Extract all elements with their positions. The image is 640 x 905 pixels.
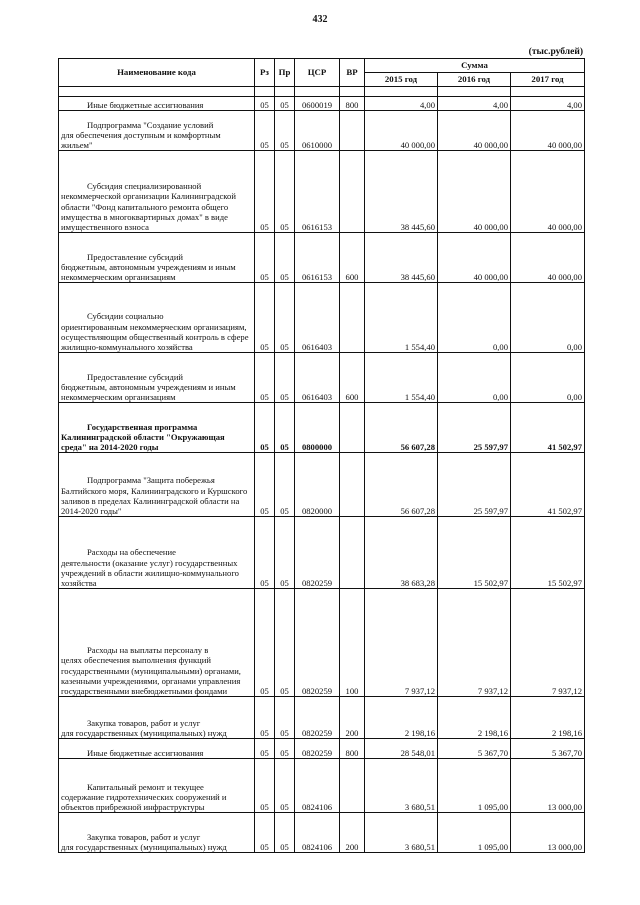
row-rz: 05	[255, 759, 275, 813]
table-row	[59, 111, 585, 151]
row-2016: 40 000,00	[438, 151, 511, 233]
row-pr: 05	[275, 589, 295, 697]
row-2016: 40 000,00	[438, 111, 511, 151]
row-2015: 7 937,12	[365, 589, 438, 697]
row-name: Закупка товаров, работ и услуг для государственных (муниципальных) нужд	[59, 813, 255, 853]
row-pr: 05	[275, 151, 295, 233]
table-row	[59, 97, 585, 111]
row-2017: 40 000,00	[511, 111, 585, 151]
row-2015: 3 680,51	[365, 759, 438, 813]
table-row	[59, 151, 585, 233]
row-rz: 05	[255, 97, 275, 111]
row-rz: 05	[255, 517, 275, 589]
row-csr: 0600019	[295, 97, 340, 111]
row-2017: 5 367,70	[511, 739, 585, 759]
header-rz: Рз	[255, 59, 275, 87]
row-2015: 38 683,28	[365, 517, 438, 589]
row-pr: 05	[275, 97, 295, 111]
row-name: Подпрограмма "Защита побережья Балтийского моря, Калининградского и Куршского заливов в пределах Калининградской области на 2014-2020 годы"	[59, 453, 255, 517]
row-name: Подпрограмма "Создание условий для обеспечения доступным и комфортным жильем"	[59, 111, 255, 151]
units-label: (тыс.рублей)	[528, 47, 583, 57]
row-2015: 4,00	[365, 97, 438, 111]
row-pr: 05	[275, 453, 295, 517]
header-2015: 2015 год	[365, 73, 438, 87]
table-row	[59, 517, 585, 589]
row-2015: 40 000,00	[365, 111, 438, 151]
row-rz: 05	[255, 353, 275, 403]
row-pr: 05	[275, 697, 295, 739]
table-header	[59, 59, 585, 97]
row-2017: 4,00	[511, 97, 585, 111]
row-2015: 1 554,40	[365, 283, 438, 353]
row-rz: 05	[255, 283, 275, 353]
row-vr	[340, 111, 365, 151]
header-2017: 2017 год	[511, 73, 585, 87]
row-2017: 7 937,12	[511, 589, 585, 697]
row-vr	[340, 151, 365, 233]
table-body	[59, 97, 585, 853]
row-2015: 2 198,16	[365, 697, 438, 739]
header-name: Наименование кода	[59, 59, 255, 87]
page-number: 432	[312, 14, 328, 25]
row-csr: 0820259	[295, 739, 340, 759]
header-sum: Сумма	[365, 59, 585, 73]
row-2017: 0,00	[511, 283, 585, 353]
row-name: Закупка товаров, работ и услуг для государственных (муниципальных) нужд	[59, 697, 255, 739]
row-csr: 0616153	[295, 151, 340, 233]
row-vr: 600	[340, 233, 365, 283]
row-csr: 0616153	[295, 233, 340, 283]
row-2016: 4,00	[438, 97, 511, 111]
row-pr: 05	[275, 759, 295, 813]
row-vr: 600	[340, 353, 365, 403]
row-csr: 0820259	[295, 697, 340, 739]
row-name: Расходы на выплаты персоналу в целях обеспечения выполнения функций государственными (муниципальными) органами, казенными учреждениями, органами управления государственными внебюджетными фондами	[59, 589, 255, 697]
row-rz: 05	[255, 739, 275, 759]
row-name: Государственная программа Калининградской области "Окружающая среда" на 2014-2020 годы	[59, 403, 255, 453]
row-rz: 05	[255, 697, 275, 739]
row-rz: 05	[255, 403, 275, 453]
table-row	[59, 353, 585, 403]
table-row	[59, 759, 585, 813]
row-csr: 0820259	[295, 517, 340, 589]
row-2015: 56 607,28	[365, 403, 438, 453]
row-pr: 05	[275, 517, 295, 589]
row-csr: 0824106	[295, 759, 340, 813]
row-2016: 25 597,97	[438, 403, 511, 453]
row-name: Субсидии социально ориентированным некоммерческим организациям, осуществляющим общественный контроль в сфере жилищно-коммунального хозяйства	[59, 283, 255, 353]
table-row	[59, 697, 585, 739]
table-row	[59, 453, 585, 517]
row-csr: 0616403	[295, 353, 340, 403]
row-2016: 15 502,97	[438, 517, 511, 589]
row-2016: 25 597,97	[438, 453, 511, 517]
row-rz: 05	[255, 453, 275, 517]
row-vr: 800	[340, 97, 365, 111]
row-vr: 200	[340, 813, 365, 853]
row-2016: 1 095,00	[438, 813, 511, 853]
row-2016: 0,00	[438, 353, 511, 403]
row-csr: 0820000	[295, 453, 340, 517]
header-2016: 2016 год	[438, 73, 511, 87]
row-2016: 0,00	[438, 283, 511, 353]
row-name: Предоставление субсидий бюджетным, автономным учреждениям и иным некоммерческим организациям	[59, 233, 255, 283]
row-vr	[340, 403, 365, 453]
row-vr	[340, 453, 365, 517]
header-vr: ВР	[340, 59, 365, 87]
row-2017: 40 000,00	[511, 151, 585, 233]
table-row	[59, 739, 585, 759]
row-rz: 05	[255, 813, 275, 853]
header-csr: ЦСР	[295, 59, 340, 87]
row-csr: 0610000	[295, 111, 340, 151]
row-pr: 05	[275, 353, 295, 403]
row-2016: 40 000,00	[438, 233, 511, 283]
row-2017: 41 502,97	[511, 403, 585, 453]
row-csr: 0800000	[295, 403, 340, 453]
row-2017: 13 000,00	[511, 813, 585, 853]
row-pr: 05	[275, 283, 295, 353]
row-pr: 05	[275, 111, 295, 151]
row-rz: 05	[255, 111, 275, 151]
row-csr: 0616403	[295, 283, 340, 353]
row-vr	[340, 517, 365, 589]
table-row	[59, 233, 585, 283]
row-csr: 0820259	[295, 589, 340, 697]
header-pr: Пр	[275, 59, 295, 87]
row-2016: 7 937,12	[438, 589, 511, 697]
row-2015: 56 607,28	[365, 453, 438, 517]
row-pr: 05	[275, 233, 295, 283]
table-row	[59, 589, 585, 697]
row-rz: 05	[255, 233, 275, 283]
row-pr: 05	[275, 739, 295, 759]
row-rz: 05	[255, 589, 275, 697]
table-row	[59, 403, 585, 453]
row-2016: 5 367,70	[438, 739, 511, 759]
row-vr	[340, 283, 365, 353]
row-2015: 28 548,01	[365, 739, 438, 759]
row-pr: 05	[275, 403, 295, 453]
table-row	[59, 813, 585, 853]
row-2017: 15 502,97	[511, 517, 585, 589]
row-vr	[340, 759, 365, 813]
row-2017: 13 000,00	[511, 759, 585, 813]
row-2017: 40 000,00	[511, 233, 585, 283]
table-row	[59, 283, 585, 353]
row-vr: 100	[340, 589, 365, 697]
row-name: Капитальный ремонт и текущее содержание гидротехнических сооружений и объектов прибрежной инфраструктуры	[59, 759, 255, 813]
row-2017: 41 502,97	[511, 453, 585, 517]
row-name: Предоставление субсидий бюджетным, автономным учреждениям и иным некоммерческим организациям	[59, 353, 255, 403]
row-2016: 2 198,16	[438, 697, 511, 739]
row-rz: 05	[255, 151, 275, 233]
budget-table	[58, 58, 585, 853]
row-2017: 0,00	[511, 353, 585, 403]
row-2015: 38 445,60	[365, 151, 438, 233]
row-vr: 800	[340, 739, 365, 759]
row-vr: 200	[340, 697, 365, 739]
row-name: Иные бюджетные ассигнования	[59, 97, 255, 111]
row-name: Субсидия специализированной некоммерческой организации Калининградской области "Фонд капитального ремонта общего имущества в многоквартирных домах" в виде имущественного взноса	[59, 151, 255, 233]
row-2015: 38 445,60	[365, 233, 438, 283]
row-pr: 05	[275, 813, 295, 853]
row-2015: 1 554,40	[365, 353, 438, 403]
row-2015: 3 680,51	[365, 813, 438, 853]
row-2017: 2 198,16	[511, 697, 585, 739]
row-name: Иные бюджетные ассигнования	[59, 739, 255, 759]
row-name: Расходы на обеспечение деятельности (оказание услуг) государственных учреждений в области жилищно-коммунального хозяйства	[59, 517, 255, 589]
row-csr: 0824106	[295, 813, 340, 853]
row-2016: 1 095,00	[438, 759, 511, 813]
